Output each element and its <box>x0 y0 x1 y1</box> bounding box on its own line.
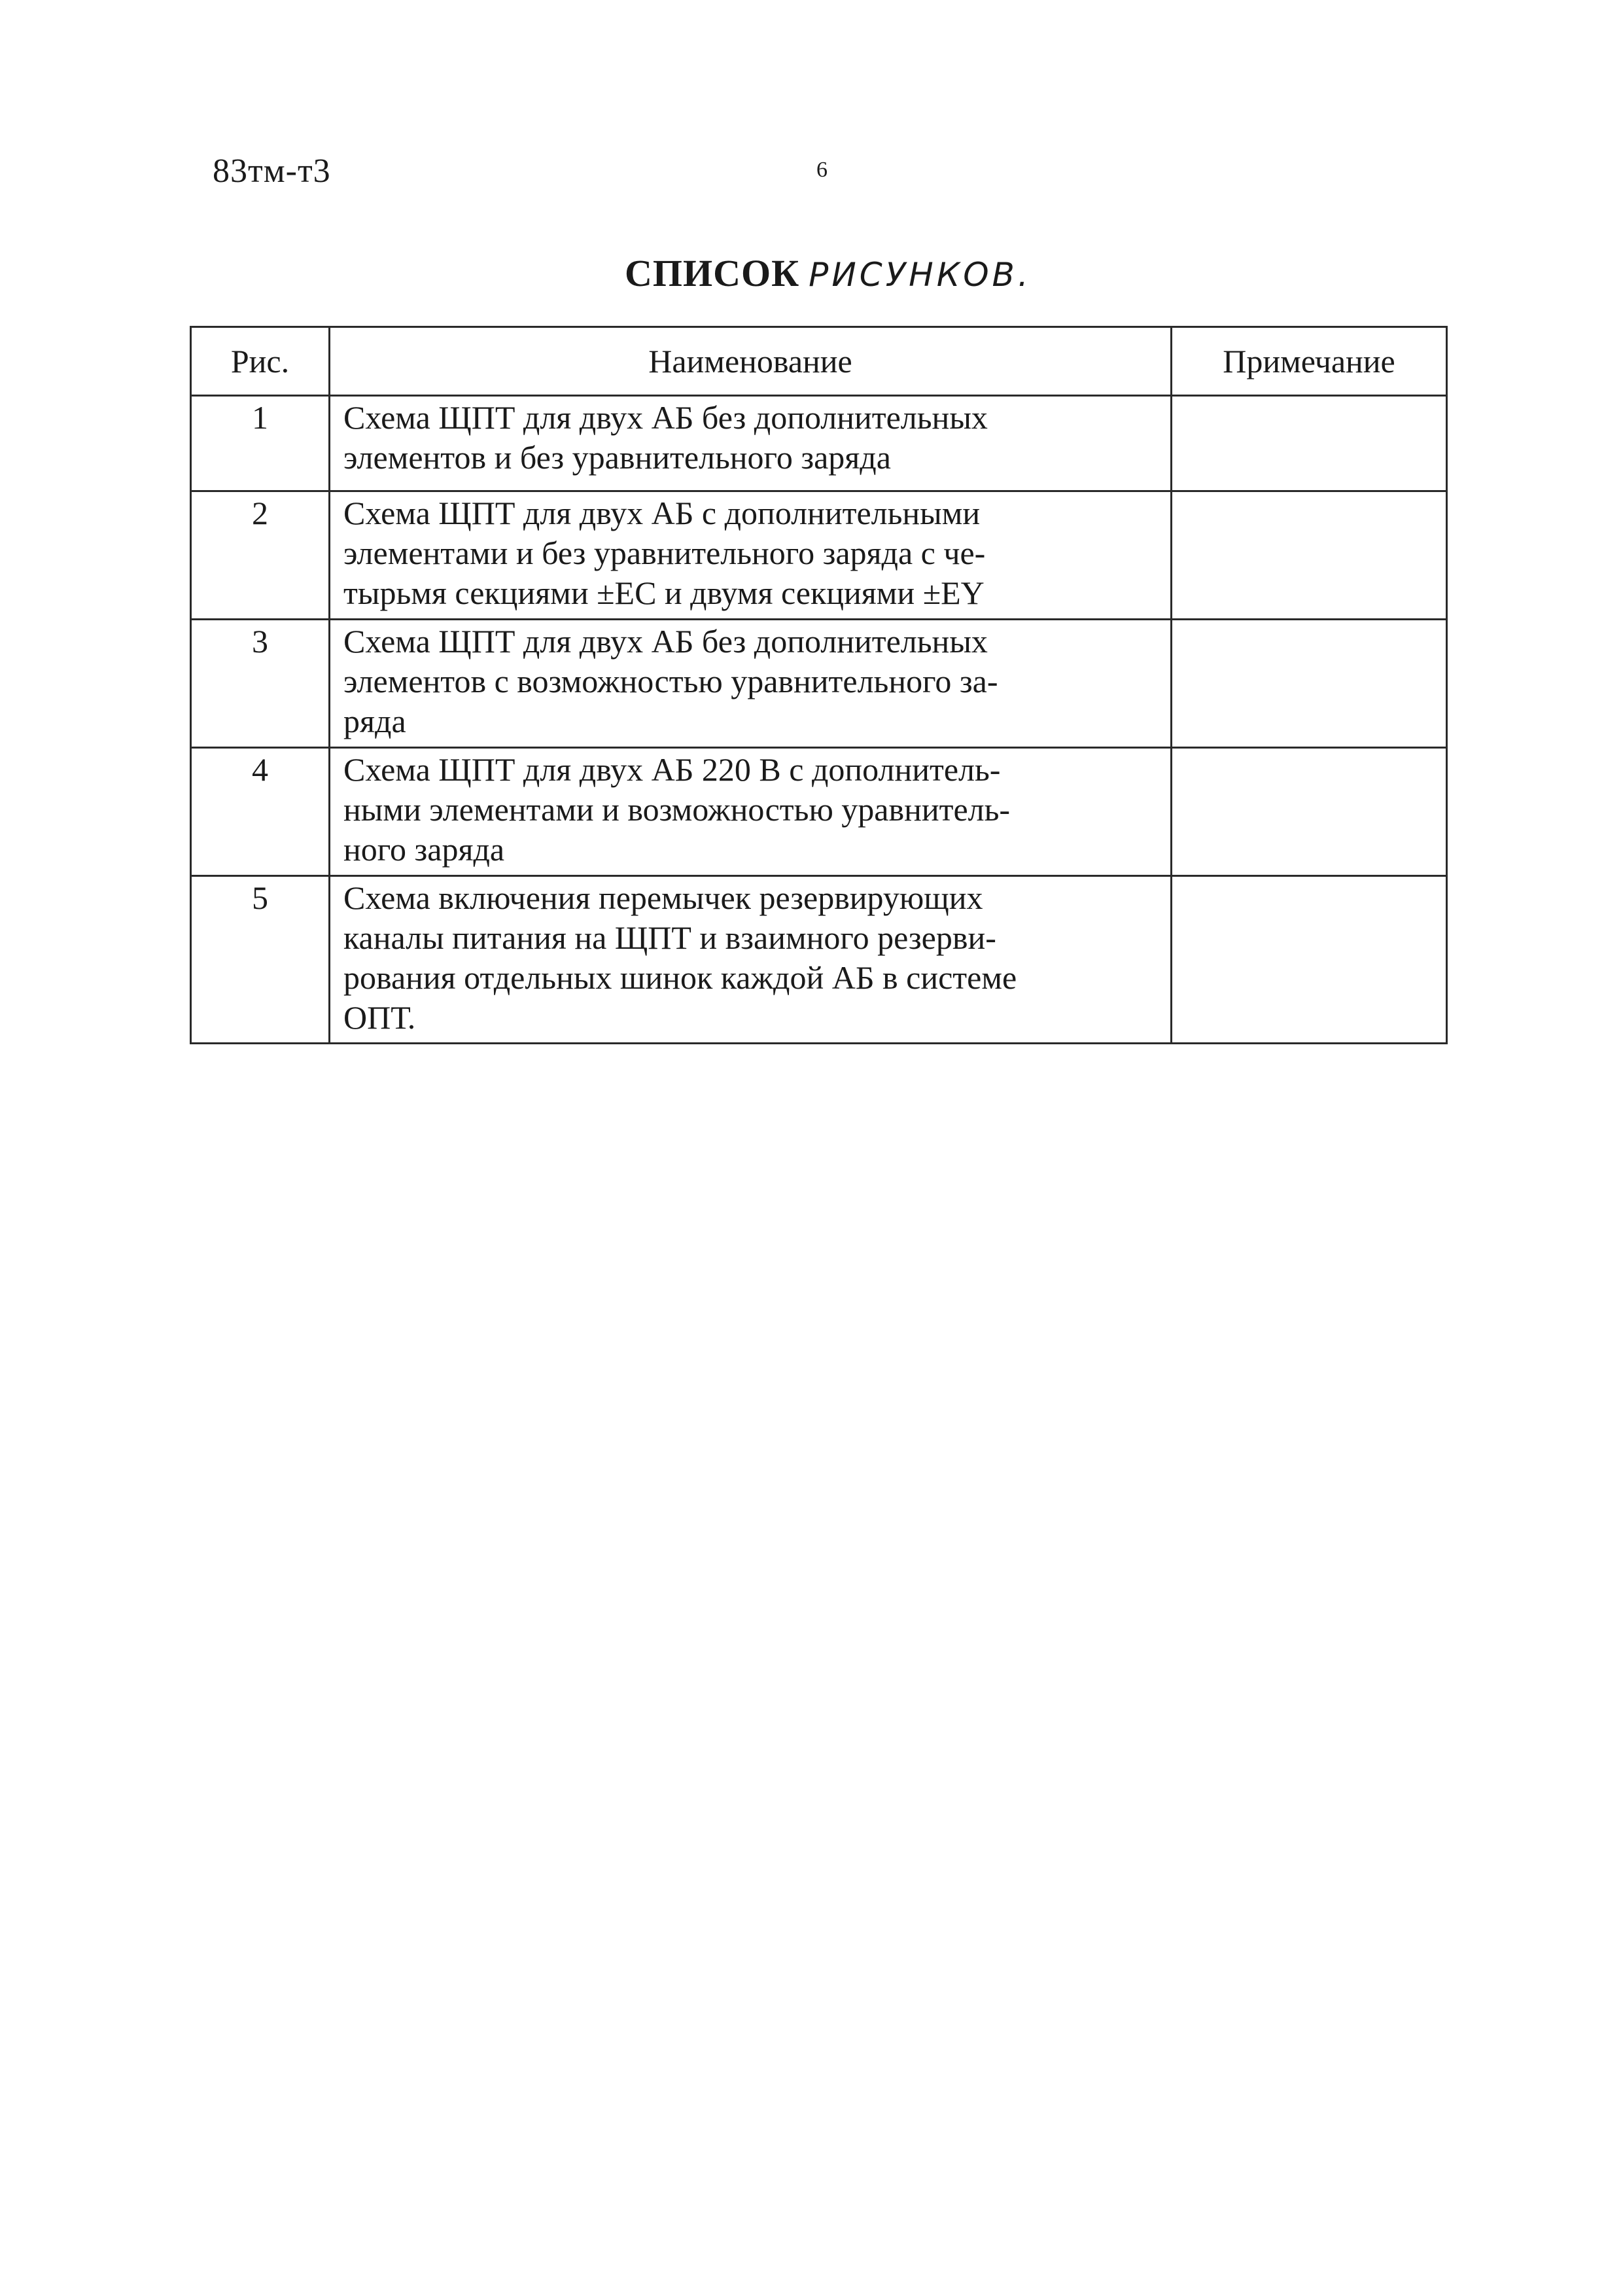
figure-name <box>330 876 1172 1044</box>
table-header-row <box>191 327 1447 396</box>
figure-name <box>330 620 1172 748</box>
figure-name-line: рования отдельных шинок каждой АБ в системе <box>343 959 1017 996</box>
figure-note <box>1172 748 1447 876</box>
table-row <box>191 396 1447 491</box>
figure-name-line: Схема включения перемычек резервирующих <box>343 879 983 916</box>
title-handwritten: РИСУНКОВ. <box>809 256 1032 294</box>
figure-name-line: Схема ЩПТ для двух АБ без дополнительных <box>343 399 988 436</box>
figure-name-line: каналы питания на ЩПТ и взаимного резерви- <box>343 919 996 956</box>
figure-name-line: элементов с возможностью уравнительного за- <box>343 663 998 699</box>
figure-note <box>1172 620 1447 748</box>
figure-note <box>1172 396 1447 491</box>
figure-name <box>330 491 1172 620</box>
figure-number: 3 <box>191 620 330 748</box>
document-code: 83тм-т3 <box>213 152 331 190</box>
figure-note <box>1172 876 1447 1044</box>
figures-table <box>190 326 1448 1044</box>
figure-name <box>330 396 1172 491</box>
figure-name-line: ного заряда <box>343 831 505 868</box>
figure-name-line: ОПТ. <box>343 999 416 1036</box>
column-header-name: Наименование <box>330 327 1172 396</box>
page-number: 6 <box>816 158 828 182</box>
figure-name-line: элементами и без уравнительного заряда с че- <box>343 535 986 571</box>
figure-name-line: ряда <box>343 703 406 739</box>
figure-number: 5 <box>191 876 330 1044</box>
figure-number: 4 <box>191 748 330 876</box>
figure-name <box>330 748 1172 876</box>
page-title <box>625 247 1032 309</box>
figure-name-line: Схема ЩПТ для двух АБ 220 В с дополнитель- <box>343 751 1001 788</box>
table-row <box>191 620 1447 748</box>
table-row <box>191 491 1447 620</box>
figure-name-line: Схема ЩПТ для двух АБ без дополнительных <box>343 623 988 660</box>
figure-number: 2 <box>191 491 330 620</box>
figure-name-line: ными элементами и возможностью уравнитель- <box>343 791 1011 828</box>
column-header-fig: Рис. <box>191 327 330 396</box>
column-header-note: Примечание <box>1172 327 1447 396</box>
table-row <box>191 876 1447 1044</box>
figure-note <box>1172 491 1447 620</box>
figure-name-line: тырьмя секциями ±ЕС и двумя секциями ±ЕY <box>343 574 985 611</box>
title-printed: СПИСОК <box>625 252 800 294</box>
table-row <box>191 748 1447 876</box>
figure-name-line: элементов и без уравнительного заряда <box>343 439 891 476</box>
figure-name-line: Схема ЩПТ для двух АБ с дополнительными <box>343 495 981 531</box>
figure-number: 1 <box>191 396 330 491</box>
